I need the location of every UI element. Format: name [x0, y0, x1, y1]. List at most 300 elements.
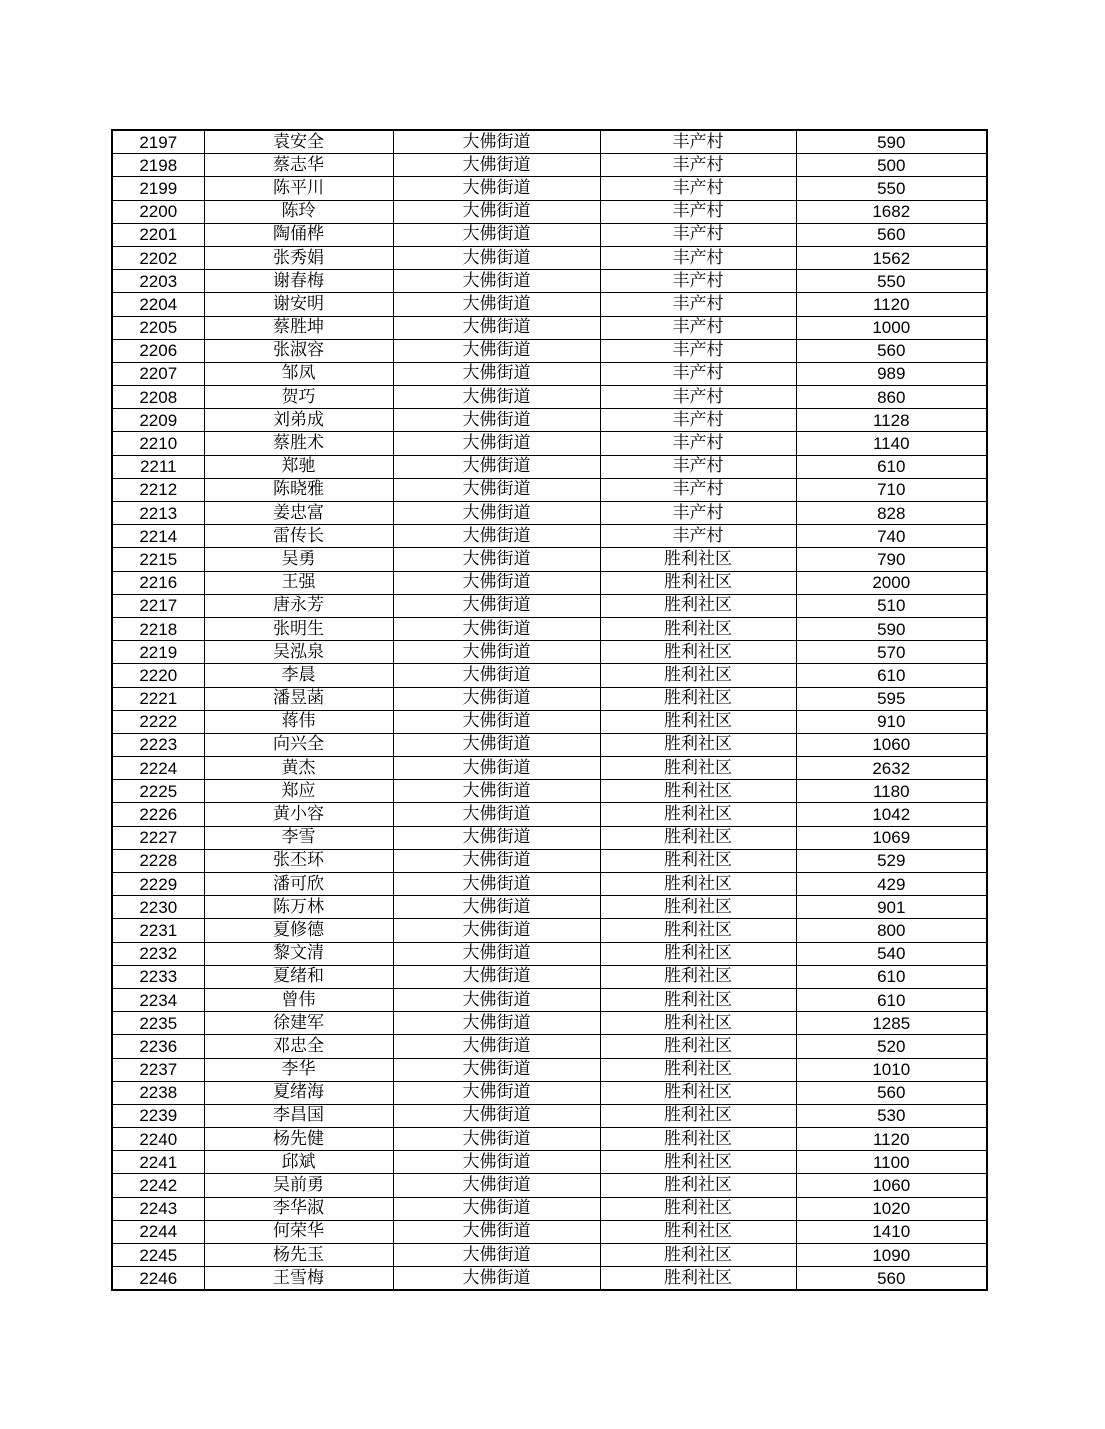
community-cell: 胜利社区 [600, 571, 796, 594]
table-row [112, 988, 987, 1011]
street-cell: 大佛街道 [393, 733, 600, 756]
street-cell: 大佛街道 [393, 1197, 600, 1220]
row-number-cell: 2213 [112, 502, 204, 525]
street-cell: 大佛街道 [393, 757, 600, 780]
table-row [112, 1220, 987, 1243]
community-cell: 丰产村 [600, 386, 796, 409]
amount-cell: 989 [796, 362, 987, 385]
table-row [112, 502, 987, 525]
amount-cell: 2000 [796, 571, 987, 594]
name-cell: 谢春梅 [204, 270, 393, 293]
street-cell: 大佛街道 [393, 409, 600, 432]
row-number-cell: 2226 [112, 803, 204, 826]
table-row [112, 1035, 987, 1058]
amount-cell: 610 [796, 965, 987, 988]
name-cell: 郑应 [204, 780, 393, 803]
table-row [112, 154, 987, 177]
row-number-cell: 2215 [112, 548, 204, 571]
street-cell: 大佛街道 [393, 478, 600, 501]
name-cell: 邹凤 [204, 362, 393, 385]
amount-cell: 1090 [796, 1244, 987, 1267]
community-cell: 丰产村 [600, 455, 796, 478]
name-cell: 黄杰 [204, 757, 393, 780]
amount-cell: 560 [796, 339, 987, 362]
table-row [112, 270, 987, 293]
community-cell: 胜利社区 [600, 733, 796, 756]
row-number-cell: 2206 [112, 339, 204, 362]
table-row [112, 641, 987, 664]
name-cell: 邱斌 [204, 1151, 393, 1174]
community-cell: 丰产村 [600, 177, 796, 200]
amount-cell: 510 [796, 594, 987, 617]
amount-cell: 540 [796, 942, 987, 965]
row-number-cell: 2233 [112, 965, 204, 988]
table-row [112, 617, 987, 640]
amount-cell: 550 [796, 177, 987, 200]
amount-cell: 529 [796, 849, 987, 872]
table-row [112, 965, 987, 988]
name-cell: 陶俑桦 [204, 223, 393, 246]
amount-cell: 500 [796, 154, 987, 177]
street-cell: 大佛街道 [393, 617, 600, 640]
table-row [112, 1174, 987, 1197]
amount-cell: 550 [796, 270, 987, 293]
name-cell: 杨先玉 [204, 1244, 393, 1267]
street-cell: 大佛街道 [393, 919, 600, 942]
amount-cell: 710 [796, 478, 987, 501]
community-cell: 胜利社区 [600, 826, 796, 849]
name-cell: 蔡胜术 [204, 432, 393, 455]
community-cell: 丰产村 [600, 154, 796, 177]
amount-cell: 610 [796, 455, 987, 478]
table-row [112, 316, 987, 339]
street-cell: 大佛街道 [393, 873, 600, 896]
street-cell: 大佛街道 [393, 130, 600, 154]
amount-cell: 1010 [796, 1058, 987, 1081]
amount-cell: 560 [796, 1081, 987, 1104]
street-cell: 大佛街道 [393, 594, 600, 617]
table-row [112, 177, 987, 200]
amount-cell: 595 [796, 687, 987, 710]
street-cell: 大佛街道 [393, 1220, 600, 1243]
table-row [112, 571, 987, 594]
table-row [112, 339, 987, 362]
street-cell: 大佛街道 [393, 223, 600, 246]
name-cell: 唐永芳 [204, 594, 393, 617]
amount-cell: 530 [796, 1104, 987, 1127]
community-cell: 胜利社区 [600, 1151, 796, 1174]
row-number-cell: 2204 [112, 293, 204, 316]
table-body [112, 130, 987, 1290]
name-cell: 王强 [204, 571, 393, 594]
street-cell: 大佛街道 [393, 270, 600, 293]
row-number-cell: 2234 [112, 988, 204, 1011]
street-cell: 大佛街道 [393, 687, 600, 710]
street-cell: 大佛街道 [393, 246, 600, 269]
name-cell: 吴泓泉 [204, 641, 393, 664]
name-cell: 王雪梅 [204, 1267, 393, 1291]
street-cell: 大佛街道 [393, 1104, 600, 1127]
street-cell: 大佛街道 [393, 200, 600, 223]
row-number-cell: 2228 [112, 849, 204, 872]
community-cell: 胜利社区 [600, 757, 796, 780]
name-cell: 何荣华 [204, 1220, 393, 1243]
table-row [112, 710, 987, 733]
row-number-cell: 2211 [112, 455, 204, 478]
table-row [112, 780, 987, 803]
row-number-cell: 2225 [112, 780, 204, 803]
amount-cell: 790 [796, 548, 987, 571]
row-number-cell: 2235 [112, 1012, 204, 1035]
table-row [112, 826, 987, 849]
name-cell: 李晨 [204, 664, 393, 687]
street-cell: 大佛街道 [393, 896, 600, 919]
street-cell: 大佛街道 [393, 664, 600, 687]
street-cell: 大佛街道 [393, 641, 600, 664]
row-number-cell: 2222 [112, 710, 204, 733]
table-row [112, 849, 987, 872]
name-cell: 吴前勇 [204, 1174, 393, 1197]
amount-cell: 828 [796, 502, 987, 525]
amount-cell: 901 [796, 896, 987, 919]
name-cell: 谢安明 [204, 293, 393, 316]
table-row [112, 130, 987, 154]
community-cell: 胜利社区 [600, 896, 796, 919]
table-row [112, 386, 987, 409]
community-cell: 胜利社区 [600, 617, 796, 640]
community-cell: 胜利社区 [600, 641, 796, 664]
name-cell: 夏绪海 [204, 1081, 393, 1104]
street-cell: 大佛街道 [393, 1012, 600, 1035]
row-number-cell: 2218 [112, 617, 204, 640]
name-cell: 张淑容 [204, 339, 393, 362]
amount-cell: 1100 [796, 1151, 987, 1174]
community-cell: 胜利社区 [600, 919, 796, 942]
row-number-cell: 2207 [112, 362, 204, 385]
street-cell: 大佛街道 [393, 1267, 600, 1291]
community-cell: 丰产村 [600, 409, 796, 432]
community-cell: 丰产村 [600, 223, 796, 246]
amount-cell: 2632 [796, 757, 987, 780]
amount-cell: 1000 [796, 316, 987, 339]
row-number-cell: 2239 [112, 1104, 204, 1127]
row-number-cell: 2243 [112, 1197, 204, 1220]
community-cell: 胜利社区 [600, 1058, 796, 1081]
community-cell: 胜利社区 [600, 988, 796, 1011]
row-number-cell: 2245 [112, 1244, 204, 1267]
table-row [112, 409, 987, 432]
table-row [112, 1058, 987, 1081]
amount-cell: 860 [796, 386, 987, 409]
row-number-cell: 2240 [112, 1128, 204, 1151]
name-cell: 杨先健 [204, 1128, 393, 1151]
street-cell: 大佛街道 [393, 710, 600, 733]
street-cell: 大佛街道 [393, 780, 600, 803]
row-number-cell: 2214 [112, 525, 204, 548]
row-number-cell: 2223 [112, 733, 204, 756]
name-cell: 李雪 [204, 826, 393, 849]
community-cell: 胜利社区 [600, 664, 796, 687]
row-number-cell: 2246 [112, 1267, 204, 1291]
street-cell: 大佛街道 [393, 571, 600, 594]
table-row [112, 548, 987, 571]
community-cell: 丰产村 [600, 270, 796, 293]
community-cell: 丰产村 [600, 525, 796, 548]
table-row [112, 1081, 987, 1104]
table-row [112, 1104, 987, 1127]
street-cell: 大佛街道 [393, 826, 600, 849]
row-number-cell: 2199 [112, 177, 204, 200]
street-cell: 大佛街道 [393, 154, 600, 177]
table-row [112, 455, 987, 478]
amount-cell: 1410 [796, 1220, 987, 1243]
street-cell: 大佛街道 [393, 1058, 600, 1081]
name-cell: 黎文清 [204, 942, 393, 965]
amount-cell: 570 [796, 641, 987, 664]
table-row [112, 1151, 987, 1174]
community-cell: 胜利社区 [600, 1128, 796, 1151]
amount-cell: 1682 [796, 200, 987, 223]
amount-cell: 590 [796, 130, 987, 154]
amount-cell: 560 [796, 223, 987, 246]
name-cell: 徐建军 [204, 1012, 393, 1035]
name-cell: 李华 [204, 1058, 393, 1081]
table-row [112, 1012, 987, 1035]
name-cell: 袁安全 [204, 130, 393, 154]
name-cell: 潘可欣 [204, 873, 393, 896]
community-cell: 胜利社区 [600, 1244, 796, 1267]
name-cell: 李华淑 [204, 1197, 393, 1220]
table-row [112, 733, 987, 756]
name-cell: 蔡胜坤 [204, 316, 393, 339]
name-cell: 蔡志华 [204, 154, 393, 177]
name-cell: 潘昱菡 [204, 687, 393, 710]
name-cell: 郑驰 [204, 455, 393, 478]
street-cell: 大佛街道 [393, 849, 600, 872]
table-row [112, 687, 987, 710]
amount-cell: 1285 [796, 1012, 987, 1035]
street-cell: 大佛街道 [393, 293, 600, 316]
amount-cell: 1180 [796, 780, 987, 803]
community-cell: 胜利社区 [600, 1174, 796, 1197]
street-cell: 大佛街道 [393, 1035, 600, 1058]
row-number-cell: 2201 [112, 223, 204, 246]
amount-cell: 1069 [796, 826, 987, 849]
community-cell: 胜利社区 [600, 548, 796, 571]
row-number-cell: 2209 [112, 409, 204, 432]
row-number-cell: 2244 [112, 1220, 204, 1243]
row-number-cell: 2212 [112, 478, 204, 501]
amount-cell: 610 [796, 664, 987, 687]
amount-cell: 1020 [796, 1197, 987, 1220]
amount-cell: 1060 [796, 733, 987, 756]
amount-cell: 610 [796, 988, 987, 1011]
street-cell: 大佛街道 [393, 316, 600, 339]
amount-cell: 560 [796, 1267, 987, 1291]
name-cell: 张明生 [204, 617, 393, 640]
street-cell: 大佛街道 [393, 548, 600, 571]
row-number-cell: 2217 [112, 594, 204, 617]
name-cell: 雷传长 [204, 525, 393, 548]
street-cell: 大佛街道 [393, 1151, 600, 1174]
street-cell: 大佛街道 [393, 1174, 600, 1197]
name-cell: 贺巧 [204, 386, 393, 409]
row-number-cell: 2236 [112, 1035, 204, 1058]
community-cell: 丰产村 [600, 339, 796, 362]
community-cell: 丰产村 [600, 502, 796, 525]
name-cell: 曾伟 [204, 988, 393, 1011]
street-cell: 大佛街道 [393, 1128, 600, 1151]
community-cell: 胜利社区 [600, 1012, 796, 1035]
table-row [112, 757, 987, 780]
row-number-cell: 2202 [112, 246, 204, 269]
street-cell: 大佛街道 [393, 942, 600, 965]
name-cell: 陈玲 [204, 200, 393, 223]
row-number-cell: 2241 [112, 1151, 204, 1174]
community-cell: 胜利社区 [600, 780, 796, 803]
table-row [112, 246, 987, 269]
community-cell: 胜利社区 [600, 803, 796, 826]
table-row [112, 896, 987, 919]
community-cell: 胜利社区 [600, 1220, 796, 1243]
name-cell: 夏绪和 [204, 965, 393, 988]
name-cell: 李昌国 [204, 1104, 393, 1127]
amount-cell: 800 [796, 919, 987, 942]
community-cell: 胜利社区 [600, 942, 796, 965]
table-row [112, 1267, 987, 1291]
street-cell: 大佛街道 [393, 965, 600, 988]
table-row [112, 942, 987, 965]
amount-cell: 1120 [796, 293, 987, 316]
amount-cell: 1140 [796, 432, 987, 455]
row-number-cell: 2230 [112, 896, 204, 919]
amount-cell: 520 [796, 1035, 987, 1058]
community-cell: 丰产村 [600, 200, 796, 223]
row-number-cell: 2232 [112, 942, 204, 965]
community-cell: 丰产村 [600, 432, 796, 455]
community-cell: 胜利社区 [600, 849, 796, 872]
street-cell: 大佛街道 [393, 525, 600, 548]
table-row [112, 803, 987, 826]
amount-cell: 910 [796, 710, 987, 733]
row-number-cell: 2203 [112, 270, 204, 293]
street-cell: 大佛街道 [393, 386, 600, 409]
community-cell: 胜利社区 [600, 687, 796, 710]
community-cell: 胜利社区 [600, 1267, 796, 1291]
table-row [112, 432, 987, 455]
amount-cell: 740 [796, 525, 987, 548]
name-cell: 陈晓雅 [204, 478, 393, 501]
community-cell: 胜利社区 [600, 965, 796, 988]
amount-cell: 1120 [796, 1128, 987, 1151]
community-cell: 丰产村 [600, 293, 796, 316]
community-cell: 胜利社区 [600, 873, 796, 896]
row-number-cell: 2208 [112, 386, 204, 409]
name-cell: 夏修德 [204, 919, 393, 942]
community-cell: 丰产村 [600, 246, 796, 269]
street-cell: 大佛街道 [393, 432, 600, 455]
row-number-cell: 2197 [112, 130, 204, 154]
name-cell: 陈平川 [204, 177, 393, 200]
street-cell: 大佛街道 [393, 362, 600, 385]
row-number-cell: 2219 [112, 641, 204, 664]
table-row [112, 873, 987, 896]
table-row [112, 200, 987, 223]
name-cell: 张秀娟 [204, 246, 393, 269]
amount-cell: 1042 [796, 803, 987, 826]
table-row [112, 293, 987, 316]
row-number-cell: 2224 [112, 757, 204, 780]
row-number-cell: 2238 [112, 1081, 204, 1104]
community-cell: 胜利社区 [600, 1081, 796, 1104]
table-row [112, 919, 987, 942]
community-cell: 胜利社区 [600, 1197, 796, 1220]
table-row [112, 478, 987, 501]
amount-cell: 1562 [796, 246, 987, 269]
name-cell: 张丕环 [204, 849, 393, 872]
table-row [112, 525, 987, 548]
amount-cell: 590 [796, 617, 987, 640]
row-number-cell: 2220 [112, 664, 204, 687]
row-number-cell: 2216 [112, 571, 204, 594]
name-cell: 蒋伟 [204, 710, 393, 733]
name-cell: 姜忠富 [204, 502, 393, 525]
name-cell: 刘弟成 [204, 409, 393, 432]
community-cell: 胜利社区 [600, 1104, 796, 1127]
community-cell: 丰产村 [600, 316, 796, 339]
street-cell: 大佛街道 [393, 988, 600, 1011]
row-number-cell: 2237 [112, 1058, 204, 1081]
row-number-cell: 2205 [112, 316, 204, 339]
row-number-cell: 2231 [112, 919, 204, 942]
street-cell: 大佛街道 [393, 1081, 600, 1104]
street-cell: 大佛街道 [393, 1244, 600, 1267]
row-number-cell: 2210 [112, 432, 204, 455]
row-number-cell: 2221 [112, 687, 204, 710]
row-number-cell: 2200 [112, 200, 204, 223]
community-cell: 丰产村 [600, 362, 796, 385]
row-number-cell: 2227 [112, 826, 204, 849]
row-number-cell: 2198 [112, 154, 204, 177]
name-cell: 吴勇 [204, 548, 393, 571]
street-cell: 大佛街道 [393, 339, 600, 362]
name-cell: 邓忠全 [204, 1035, 393, 1058]
community-cell: 丰产村 [600, 478, 796, 501]
street-cell: 大佛街道 [393, 455, 600, 478]
street-cell: 大佛街道 [393, 803, 600, 826]
amount-cell: 1128 [796, 409, 987, 432]
table-row [112, 664, 987, 687]
table-row [112, 362, 987, 385]
table-row [112, 1197, 987, 1220]
data-table [111, 129, 988, 1291]
community-cell: 丰产村 [600, 130, 796, 154]
name-cell: 向兴全 [204, 733, 393, 756]
community-cell: 胜利社区 [600, 594, 796, 617]
street-cell: 大佛街道 [393, 177, 600, 200]
table-row [112, 1244, 987, 1267]
row-number-cell: 2242 [112, 1174, 204, 1197]
name-cell: 黄小容 [204, 803, 393, 826]
table-row [112, 594, 987, 617]
street-cell: 大佛街道 [393, 502, 600, 525]
amount-cell: 1060 [796, 1174, 987, 1197]
row-number-cell: 2229 [112, 873, 204, 896]
community-cell: 胜利社区 [600, 710, 796, 733]
table-row [112, 223, 987, 246]
amount-cell: 429 [796, 873, 987, 896]
name-cell: 陈万林 [204, 896, 393, 919]
